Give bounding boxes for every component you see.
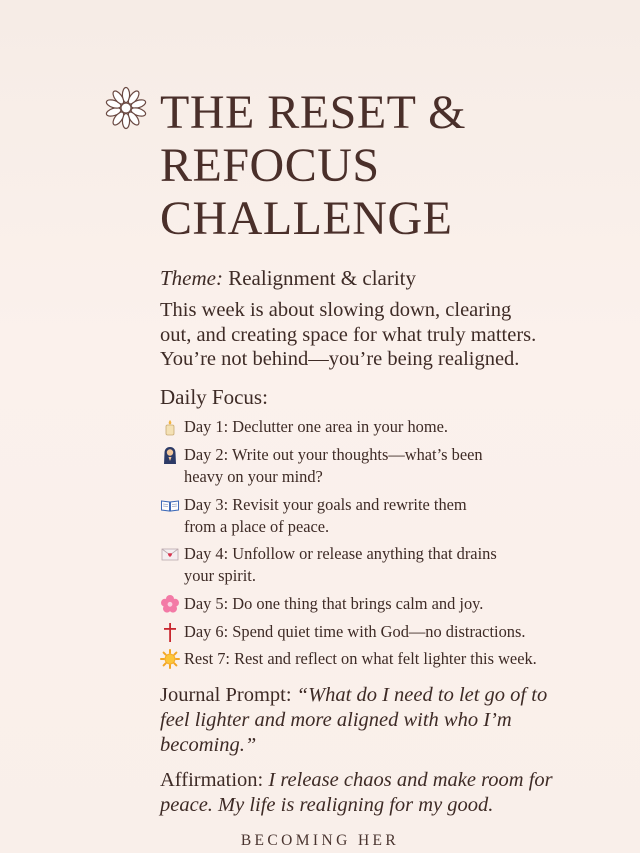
page-title: THE RESET & REFOCUS CHALLENGE	[160, 86, 466, 245]
daily-focus-heading: Daily Focus:	[160, 385, 268, 409]
praying-woman-icon	[160, 445, 180, 465]
list-item	[160, 648, 537, 670]
sun-icon	[160, 649, 180, 669]
list-item	[160, 444, 483, 488]
rest-7-text: Rest 7: Rest and reflect on what felt lighter this week.	[184, 649, 537, 668]
cross-icon	[160, 622, 180, 642]
theme-label: Theme:	[160, 266, 223, 290]
list-item	[160, 416, 448, 438]
list-item	[160, 593, 483, 615]
envelope-heart-icon	[160, 544, 180, 564]
flower-icon	[104, 86, 148, 130]
day-1-text: Day 1: Declutter one area in your home.	[184, 417, 448, 436]
affirmation-text: I release chaos and make room for peace. My life is realigning for my good.	[160, 769, 553, 816]
day-3-text: Day 3: Revisit your goals and rewrite them from a place of peace.	[184, 495, 467, 536]
theme-line	[160, 264, 416, 292]
candle-icon	[160, 417, 180, 437]
day-6-text: Day 6: Spend quiet time with God—no distractions.	[184, 622, 526, 641]
cherry-blossom-icon	[160, 594, 180, 614]
affirmation-label: Affirmation:	[160, 769, 264, 791]
journal-prompt	[160, 683, 580, 758]
intro-paragraph: This week is about slowing down, clearing out, and creating space for what truly matters. You’re not behind—you’re being realigned.	[160, 299, 537, 370]
theme-value: Realignment & clarity	[222, 266, 417, 290]
list-item	[160, 494, 467, 538]
day-5-text: Day 5: Do one thing that brings calm and joy.	[184, 594, 484, 613]
list-item	[160, 621, 525, 643]
affirmation	[160, 768, 580, 818]
journal-prompt-label: Journal Prompt:	[160, 684, 292, 706]
list-item	[160, 543, 497, 587]
footer-brand: BECOMING HER	[240, 832, 400, 849]
journal-prompt-text: “What do I need to let go of to feel lighter and more aligned with who I’m becoming.”	[160, 684, 548, 756]
day-4-text: Day 4: Unfollow or release anything that drains your spirit.	[184, 544, 497, 585]
open-book-icon	[160, 495, 180, 515]
day-2-text: Day 2: Write out your thoughts—what’s been heavy on your mind?	[184, 445, 483, 486]
